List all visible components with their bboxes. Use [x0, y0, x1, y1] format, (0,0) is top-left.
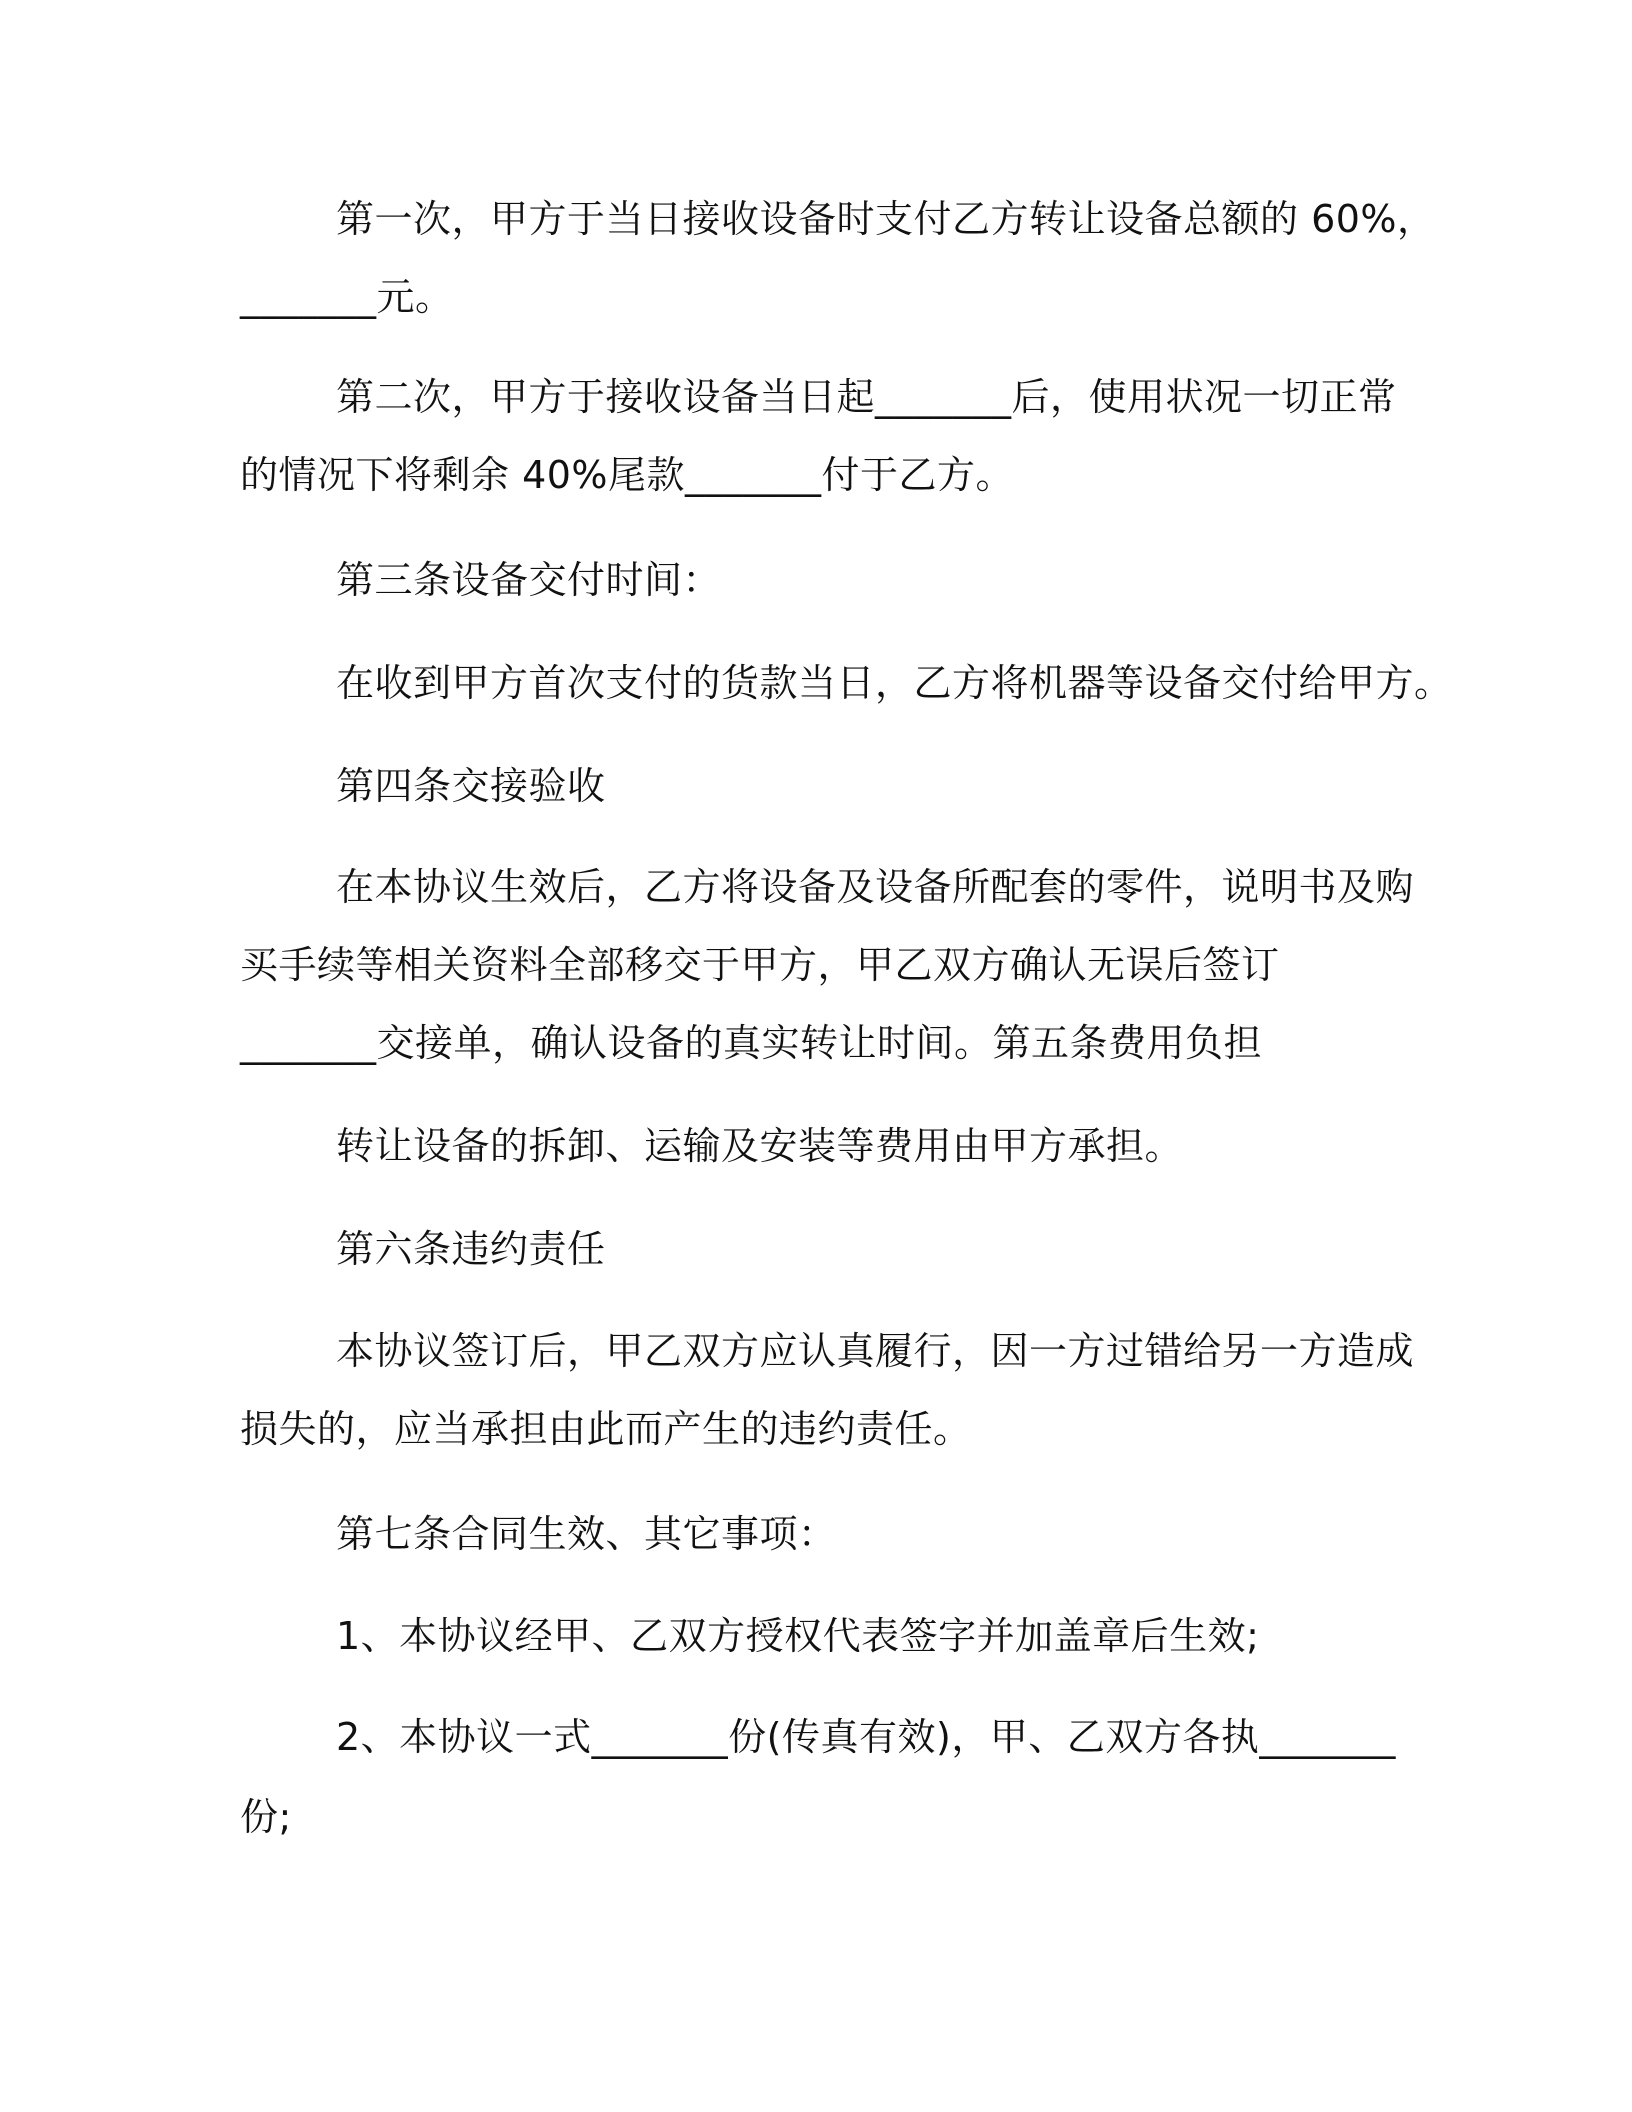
article-3-heading: 第三条设备交付时间：: [336, 558, 722, 602]
text-line-14: 损失的，应当承担由此而产生的违约责任。: [240, 1407, 972, 1451]
article-6-heading: 第六条违约责任: [336, 1227, 606, 1271]
text-line-9: 买手续等相关资料全部移交于甲方，甲乙双方确认无误后签订: [240, 943, 1280, 987]
text-line-10: _______交接单，确认设备的真实转让时间。第五条费用负担: [240, 1021, 1263, 1065]
text-line-17: 2、本协议一式_______份(传真有效)，甲、乙双方各执_______: [336, 1715, 1396, 1759]
text-line-2: _______元。: [240, 275, 454, 319]
text-line-4: 的情况下将剩余 40%尾款_______付于乙方。: [240, 453, 1015, 497]
text-line-1: 第一次，甲方于当日接收设备时支付乙方转让设备总额的 60%，: [336, 197, 1436, 241]
text-line-8: 在本协议生效后，乙方将设备及设备所配套的零件，说明书及购: [336, 865, 1415, 909]
text-line-13: 本协议签订后，甲乙双方应认真履行，因一方过错给另一方造成: [336, 1329, 1415, 1373]
article-7-heading: 第七条合同生效、其它事项：: [336, 1512, 837, 1556]
text-line-11: 转让设备的拆卸、运输及安装等费用由甲方承担。: [336, 1124, 1184, 1168]
text-line-6: 在收到甲方首次支付的货款当日，乙方将机器等设备交付给甲方。: [336, 661, 1453, 705]
text-line-18: 份;: [240, 1795, 292, 1839]
text-line-16: 1、本协议经甲、乙双方授权代表签字并加盖章后生效;: [336, 1614, 1260, 1658]
article-4-heading: 第四条交接验收: [336, 764, 606, 808]
text-line-3: 第二次，甲方于接收设备当日起_______后，使用状况一切正常: [336, 375, 1397, 419]
